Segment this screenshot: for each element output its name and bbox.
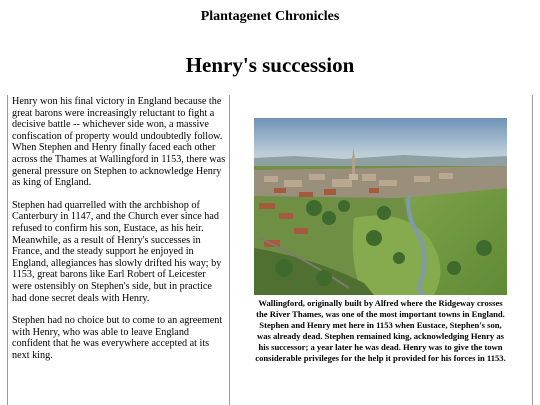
article-text-column <box>12 96 226 372</box>
column-divider-right <box>532 95 533 405</box>
page-title: Henry's succession <box>185 53 355 77</box>
column-divider-left <box>7 95 8 405</box>
figure-caption: Wallingford, originally built by Alfred where the Ridgeway crosses the River Thames, was one of the most important towns in England. Stephen and Henry met here in 1153 when Eustace, Stephen's son, was already dead. Stephen remained king, acknowledging Henry as his successor; a year later he was dead. Henry was to give the town considerable privileges for the help it provided for his forces in 1153. <box>255 298 506 363</box>
site-title: Plantagenet Chronicles <box>200 9 340 24</box>
article-paragraph: Stephen had no choice but to come to an agreement with Henry, who was able to leave England confident that he was everywhere accepted at its next king. <box>12 315 223 361</box>
article-paragraph: Stephen had quarrelled with the archbishop of Canterbury in 1147, and the Church ever since had refused to confirm his son, Eustace, as his heir. Meanwhile, as a result of Henry's successes in France, and the steady support he enjoyed in England, allegiances has slowly drifted his way; by 1153, great barons like Earl Robert of Leicester were ostensibly on Stephen's side, but in practice had done secret deals with Henry. <box>12 199 222 304</box>
wallingford-aerial-photo <box>254 118 507 295</box>
article-paragraph: Henry won his final victory in England because the great barons were increasingly reluctant to fight a decisive battle -- whichever side won, a massive confiscation of property would undoubtedly follow. When Stephen and Henry finally faced each other across the Thames at Wallingford in 1153, there was general pressure on Stephen to acknowledge Henry as king of England. <box>12 96 226 189</box>
column-divider-middle <box>229 95 230 405</box>
figure <box>254 118 507 363</box>
